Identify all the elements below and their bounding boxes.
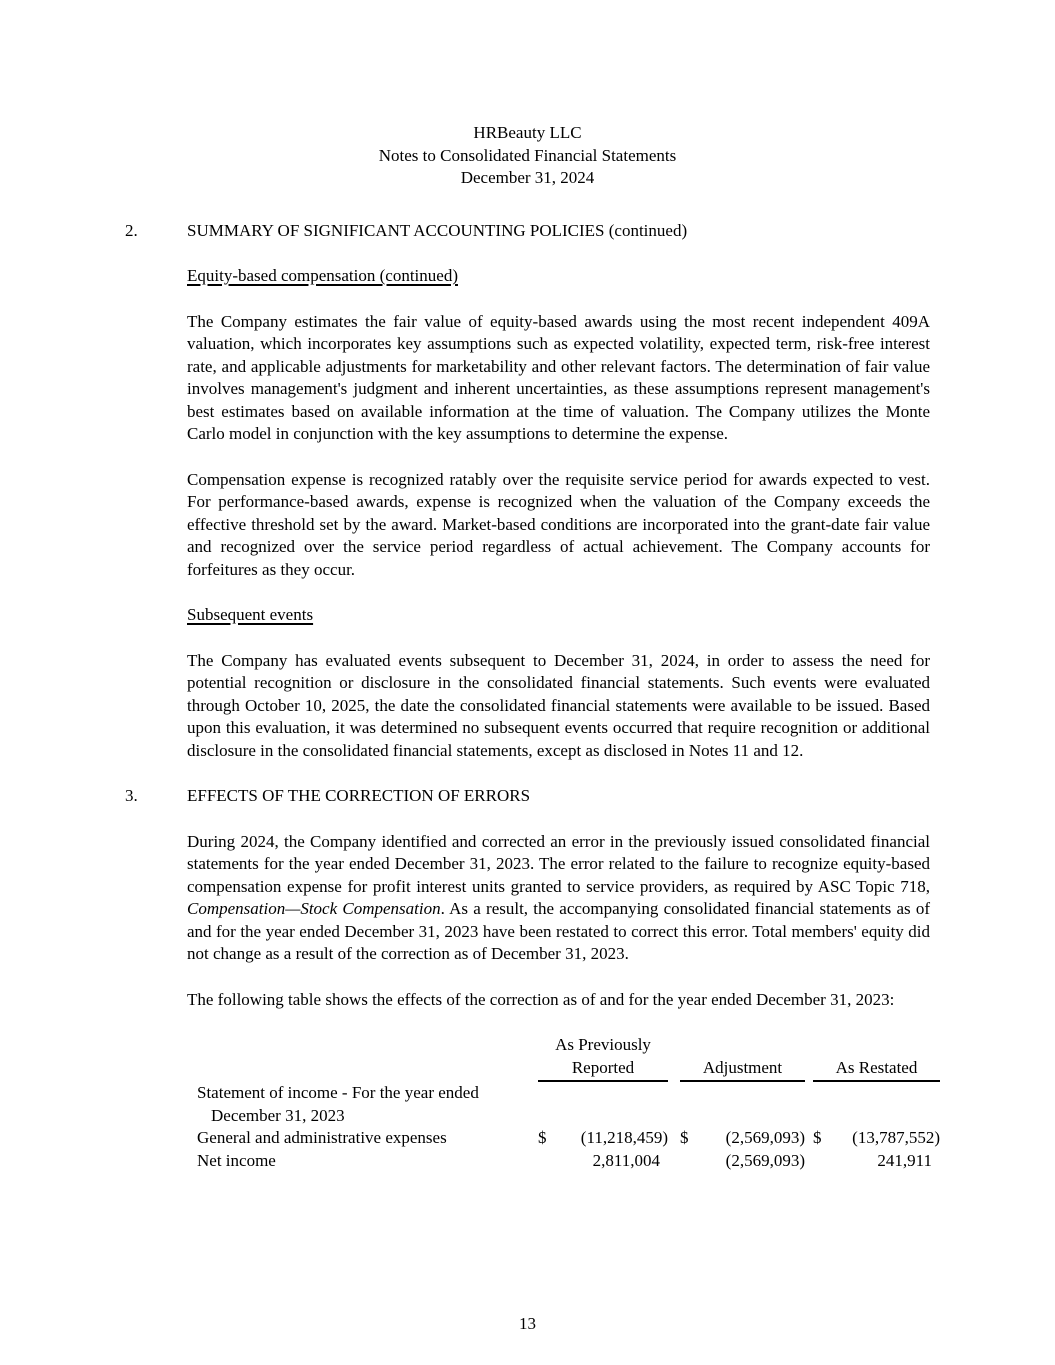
value-reported-general-admin: (11,218,459) xyxy=(580,1128,668,1147)
column-header-previously-line1: As Previously xyxy=(555,1035,651,1054)
section-2-number: 2. xyxy=(125,220,138,240)
paragraph-compensation-expense: Compensation expense is recognized ratably over the requisite service period for awards expected to vest. For performance-based awards, expense is recognized when the valuation of the Company exceeds the effective threshold set by the award. Market-based conditions are incorporated into the grant-date fair value and recognized over the service period regardless of actual achievement. The Company accounts for forfeitures as they occur. xyxy=(187,469,930,579)
value-adjustment-general-admin: (2,569,093) xyxy=(725,1128,805,1147)
value-restated-general-admin: (13,787,552) xyxy=(852,1128,940,1147)
document-header xyxy=(125,122,930,190)
row-label-general-admin: General and administrative expenses xyxy=(197,1128,447,1147)
asc-topic-title-italic: Compensation—Stock Compensation xyxy=(187,899,441,918)
cell-restated-general-admin xyxy=(813,1127,940,1150)
subheading-equity-compensation-block xyxy=(187,265,930,288)
statement-of-income-line2: December 31, 2023 xyxy=(211,1105,345,1125)
dollar-sign: $ xyxy=(680,1128,689,1147)
table-row-net-income xyxy=(197,1150,930,1173)
value-adjustment-net-income: (2,569,093) xyxy=(725,1150,805,1170)
subheading-equity-compensation: Equity-based compensation (continued) xyxy=(187,266,458,285)
page-number: 13 xyxy=(519,1313,536,1333)
subheading-subsequent-events-block xyxy=(187,604,930,627)
table-row-statement-of-income xyxy=(197,1082,930,1127)
column-header-previously-line2: Reported xyxy=(571,1057,635,1077)
statement-of-income-label xyxy=(197,1082,538,1127)
statement-of-income-line1: Statement of income - For the year ended xyxy=(197,1083,479,1102)
section-3-heading xyxy=(125,785,930,808)
section-2-heading xyxy=(125,220,930,243)
value-reported-net-income: 2,811,004 xyxy=(592,1150,660,1170)
table-row-general-admin-expenses xyxy=(197,1127,940,1150)
paragraph-subsequent-events: The Company has evaluated events subsequent to December 31, 2024, in order to assess the need for potential recognition or disclosure in the consolidated financial statements. Such events were evaluated through October 10, 2025, the date the consolidated financial statements were available to be issued. Based upon this evaluation, it was determined no subsequent events occurred that require recognition or additional disclosure in the consolidated financial statements, except as disclosed in Notes 11 and 12. xyxy=(187,650,930,760)
row-label-net-income: Net income xyxy=(197,1150,276,1170)
column-header-as-restated: As Restated xyxy=(813,1057,940,1083)
error-correction-text-before: During 2024, the Company identified and corrected an error in the previously issued consolidated financial statements for the year ended December 31, 2023. The error related to the failure to recognize equity-based compensation expense for profit interest units granted to service providers, as required by ASC Topic 718, xyxy=(187,831,930,896)
section-3-title: EFFECTS OF THE CORRECTION OF ERRORS xyxy=(187,786,531,805)
cell-reported-general-admin xyxy=(538,1127,668,1150)
column-header-previously-reported xyxy=(538,1034,668,1082)
dollar-sign: $ xyxy=(538,1128,547,1147)
subheading-subsequent-events: Subsequent events xyxy=(187,605,314,624)
document-date: December 31, 2024 xyxy=(460,168,595,187)
correction-effects-table xyxy=(197,1034,940,1172)
company-name: HRBeauty LLC xyxy=(473,123,582,142)
cell-reported-net-income xyxy=(538,1150,668,1173)
section-2-title: SUMMARY OF SIGNIFICANT ACCOUNTING POLICIES (continued) xyxy=(187,220,688,240)
cell-restated-net-income xyxy=(813,1150,940,1173)
value-restated-net-income: 241,911 xyxy=(877,1150,932,1170)
document-title: Notes to Consolidated Financial Statements xyxy=(378,145,677,165)
paragraph-error-correction xyxy=(187,831,930,966)
column-header-adjustment: Adjustment xyxy=(680,1057,805,1083)
table-header-row xyxy=(197,1034,930,1082)
cell-adjustment-general-admin xyxy=(680,1127,805,1150)
paragraph-table-intro: The following table shows the effects of the correction as of and for the year ended December 31, 2023: xyxy=(187,989,895,1009)
section-3-number: 3. xyxy=(125,786,138,805)
error-correction-text-after: . As a result, the accompanying consolidated financial statements as of and for the year ended December 31, 2023 have been restated to correct this error. Total members' equity did not change as a result of the correction as of December 31, 2023. xyxy=(187,899,930,963)
dollar-sign: $ xyxy=(813,1128,822,1147)
cell-adjustment-net-income xyxy=(680,1150,805,1173)
paragraph-fair-value: The Company estimates the fair value of equity-based awards using the most recent independent 409A valuation, which incorporates key assumptions such as expected volatility, expected term, risk-free interest rate, and applicable adjustments for marketability and other relevant factors. The determination of fair value involves management's judgment and inherent uncertainties, as these assumptions represent management's best estimates based on available information at the time of valuation. The Company utilizes the Monte Carlo model in conjunction with the key assumptions to determine the expense. xyxy=(187,311,930,443)
